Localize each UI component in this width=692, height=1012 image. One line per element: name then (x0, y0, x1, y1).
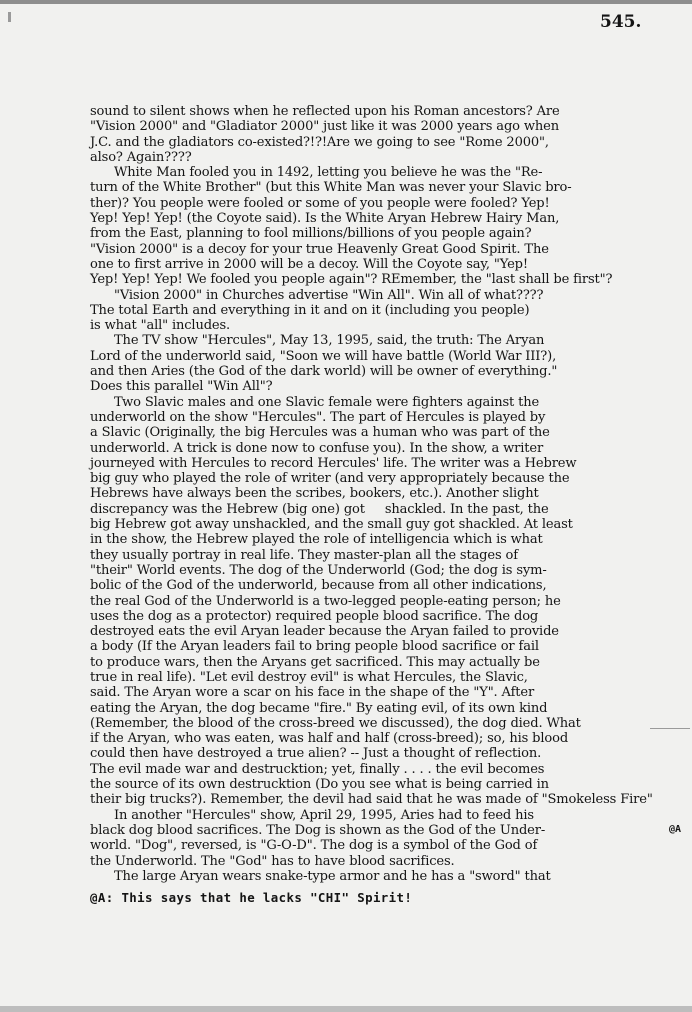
text-line: said. The Aryan wore a scar on his face in the shape of the "Y". After (90, 685, 535, 701)
text-line: sound to silent shows when he reflected upon his Roman ancestors? Are (90, 104, 560, 119)
text-line: underworld. A trick is done now to confuse you). In the show, a writer (90, 440, 544, 456)
text-line: the source of its own destrucktion (Do you see what is being carried in (90, 777, 549, 793)
text-line: big Hebrew got away unshackled, and the small guy got shackled. At least (90, 517, 573, 533)
text-line: journeyed with Hercules to record Hercules' life. The writer was a Hebrew (90, 455, 577, 471)
text-line: White Man fooled you in 1492, letting you believe he was the "Re- (90, 165, 543, 181)
text-line: "Vision 2000" in Churches advertise "Win All". Win all of what???? (90, 287, 544, 303)
text-line: Does this parallel "Win All"? (90, 379, 273, 395)
text-line: The total Earth and everything in it and on it (including you people) (90, 302, 530, 318)
page-number: 545. (600, 12, 642, 32)
scan-edge-bottom (0, 1006, 692, 1012)
text-line: black dog blood sacrifices. The Dog is shown as the God of the Under- (90, 822, 546, 838)
text-line: in the show, the Hebrew played the role of intelligencia which is what (90, 532, 543, 548)
text-line: In another "Hercules" show, April 29, 1995, Aries had to feed his (90, 807, 534, 823)
text-line: bolic of the God of the underworld, because from all other indications, (90, 578, 547, 594)
text-line: Yep! Yep! Yep! (the Coyote said). Is the White Aryan Hebrew Hairy Man, (90, 211, 560, 227)
text-line: one to first arrive in 2000 will be a decoy. Will the Coyote say, "Yep! (90, 256, 528, 272)
footnote: @A: This says that he lacks "CHI" Spirit! (90, 890, 413, 905)
text-line: could then have destroyed a true alien? -- Just a thought of reflection. (90, 746, 542, 762)
text-line: Lord of the underworld said, "Soon we will have battle (World War III?), (90, 348, 557, 364)
text-line: Two Slavic males and one Slavic female were fighters against the (90, 394, 540, 410)
text-line: true in real life). "Let evil destroy evil" is what Hercules, the Slavic, (90, 669, 528, 685)
text-line: a Slavic (Originally, the big Hercules was a human who was part of the (90, 425, 550, 441)
text-line: (Remember, the blood of the cross-breed we discussed), the dog died. What (90, 715, 581, 731)
text-line: also? Again???? (90, 149, 192, 165)
text-line: uses the dog as a protector) required people blood sacrifice. The dog (90, 608, 539, 624)
text-line: to produce wars, then the Aryans get sacrificed. This may actually be (90, 654, 540, 670)
text-line: big guy who played the role of writer (and very appropriately because the (90, 471, 570, 487)
text-line: The evil made war and destrucktion; yet, finally . . . . the evil becomes (90, 761, 545, 777)
text-line: the Underworld. The "God" has to have blood sacrifices. (90, 853, 455, 869)
text-line: is what "all" includes. (90, 318, 231, 334)
text-line: discrepancy was the Hebrew (big one) got shackled. In the past, the (90, 501, 549, 517)
text-line: The large Aryan wears snake-type armor and he has a "sword" that (90, 868, 551, 884)
text-line: ther)? You people were fooled or some of you people were fooled? Yep! (90, 195, 550, 211)
text-line: turn of the White Brother" (but this White Man was never your Slavic bro- (90, 180, 572, 196)
text-line: world. "Dog", reversed, is "G-O-D". The dog is a symbol of the God of (90, 838, 538, 854)
scan-edge-top (0, 0, 692, 4)
text-line: The TV show "Hercules", May 13, 1995, said, the truth: The Aryan (90, 333, 545, 349)
text-line: J.C. and the gladiators co-existed?!?!Are we going to see "Rome 2000", (90, 134, 549, 150)
text-line: destroyed eats the evil Aryan leader because the Aryan failed to provide (90, 624, 559, 640)
text-line: if the Aryan, who was eaten, was half and half (cross-breed); so, his blood (90, 731, 569, 747)
text-line: "Vision 2000" and "Gladiator 2000" just like it was 2000 years ago when (90, 119, 559, 135)
scan-speck (8, 12, 11, 22)
text-line: they usually portray in real life. They master-plan all the stages of (90, 547, 518, 563)
text-line: "their" World events. The dog of the Underworld (God; the dog is sym- (90, 562, 547, 578)
text-line: Yep! Yep! Yep! We fooled you people again"? REmember, the "last shall be first"? (90, 272, 613, 288)
margin-annotation-mark: @A (669, 824, 682, 835)
typed-body-text (90, 104, 690, 884)
text-line: Hebrews have always been the scribes, bookers, etc.). Another slight (90, 486, 539, 502)
text-line: and then Aries (the God of the dark world) will be owner of everything." (90, 364, 558, 380)
text-line: "Vision 2000" is a decoy for your true Heavenly Great Good Spirit. The (90, 241, 549, 257)
text-line: eating the Aryan, the dog became "fire." By eating evil, of its own kind (90, 700, 548, 716)
text-line: underworld on the show "Hercules". The part of Hercules is played by (90, 409, 546, 425)
text-line: their big trucks?). Remember, the devil had said that he was made of "Smokeless Fire" (90, 792, 653, 808)
text-line: from the East, planning to fool millions/billions of you people again? (90, 226, 532, 242)
text-line: the real God of the Underworld is a two-legged people-eating person; he (90, 593, 561, 609)
text-line: a body (If the Aryan leaders fail to bring people blood sacrifice or fail (90, 639, 539, 655)
